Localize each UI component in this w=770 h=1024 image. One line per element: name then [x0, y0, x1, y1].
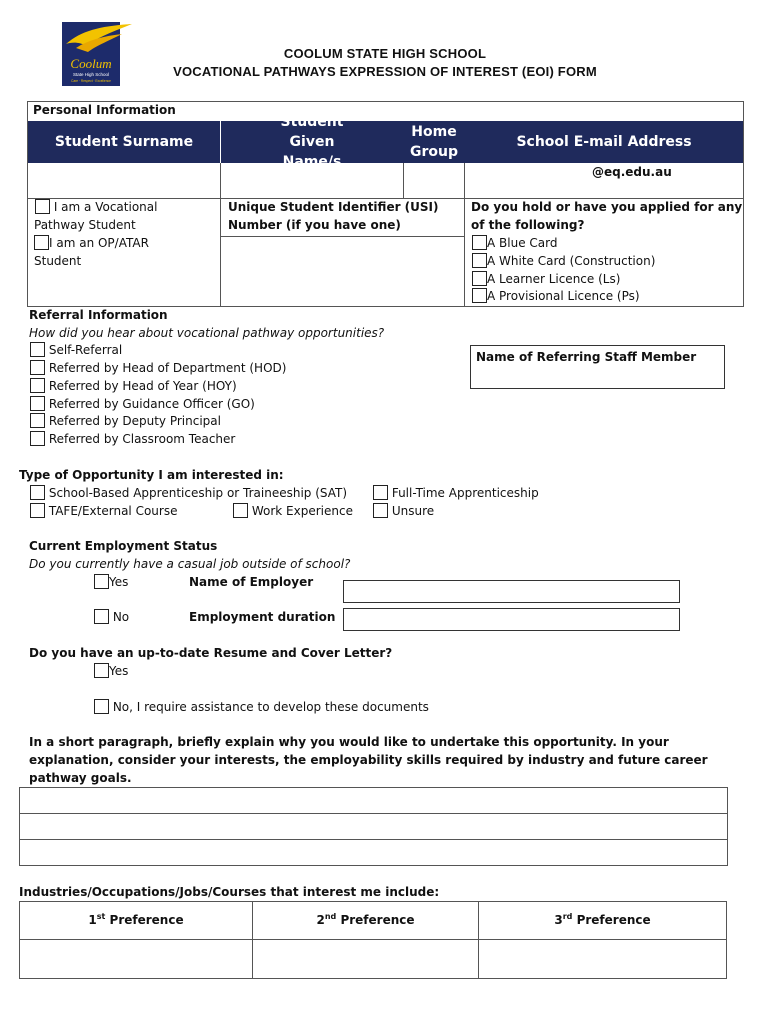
resume-yes-option[interactable]: Yes — [94, 663, 128, 680]
checkbox[interactable] — [30, 378, 45, 393]
pref1-header: 1st Preference — [88, 912, 184, 927]
referral-option-go[interactable]: Referred by Guidance Officer (GO) — [30, 396, 255, 413]
checkbox[interactable] — [30, 396, 45, 411]
cards-question-cont: of the following? — [471, 218, 585, 232]
checkbox[interactable] — [30, 431, 45, 446]
paragraph-prompt-line3: pathway goals. — [29, 771, 132, 785]
pref2-header: 2nd Preference — [316, 912, 415, 927]
referral-option-hoy[interactable]: Referred by Head of Year (HOY) — [30, 378, 237, 395]
header-email: School E-mail Address — [516, 134, 692, 150]
employment-no-option[interactable]: No — [94, 609, 129, 626]
op-atar-label-cont: Student — [34, 254, 82, 268]
opportunity-unsure[interactable]: Unsure — [373, 503, 434, 520]
checkbox[interactable] — [30, 360, 45, 375]
referral-option-teacher[interactable]: Referred by Classroom Teacher — [30, 431, 235, 448]
industries-title: Industries/Occupations/Jobs/Courses that interest me include: — [19, 885, 440, 899]
form-title: VOCATIONAL PATHWAYS EXPRESSION OF INTEREST (EOI) FORM — [173, 64, 597, 79]
surname-input[interactable] — [29, 164, 219, 197]
employment-question: Do you currently have a casual job outside of school? — [29, 557, 351, 571]
usi-label-cont: Number (if you have one) — [228, 218, 401, 232]
learner-licence-option[interactable]: A Learner Licence (Ls) — [472, 271, 620, 288]
pref1-input[interactable] — [21, 941, 251, 977]
referring-staff-input[interactable] — [470, 345, 725, 389]
employment-duration-label: Employment duration — [189, 610, 336, 624]
referral-option-self[interactable]: Self-Referral — [30, 342, 122, 359]
cards-question: Do you hold or have you applied for any — [471, 200, 743, 214]
checkbox[interactable] — [30, 503, 45, 518]
home-group-input[interactable] — [405, 164, 463, 197]
logo-wordmark: Coolum — [70, 56, 112, 71]
checkbox[interactable] — [30, 413, 45, 428]
paragraph-textarea[interactable] — [19, 787, 728, 866]
email-domain-suffix: @eq.edu.au — [592, 165, 672, 179]
referral-option-hod[interactable]: Referred by Head of Department (HOD) — [30, 360, 286, 377]
usi-input[interactable] — [222, 238, 463, 305]
personal-info-label: Personal Information — [33, 103, 176, 117]
referring-staff-label: Name of Referring Staff Member — [476, 350, 697, 364]
employer-label: Name of Employer — [189, 575, 314, 589]
checkbox[interactable] — [94, 609, 109, 624]
paragraph-prompt-line2: explanation, consider your interests, the employability skills required by industry and future career — [29, 753, 708, 767]
vocational-student-label-cont: Pathway Student — [34, 218, 136, 232]
checkbox[interactable] — [233, 503, 248, 518]
header-student-surname: Student Surname — [54, 134, 194, 150]
opportunity-title: Type of Opportunity I am interested in: — [19, 468, 284, 482]
white-card-option[interactable]: A White Card (Construction) — [472, 253, 655, 270]
vocational-student-option[interactable]: I am a Vocational — [35, 199, 157, 216]
usi-label: Unique Student Identifier (USI) — [228, 200, 439, 214]
given-names-input[interactable] — [222, 164, 402, 197]
learner-licence-checkbox[interactable] — [472, 271, 487, 286]
checkbox[interactable] — [94, 574, 109, 589]
logo-motto: Care · Respect · Excellence — [71, 79, 111, 83]
checkbox[interactable] — [373, 485, 388, 500]
checkbox[interactable] — [94, 699, 109, 714]
pref3-header: 3rd Preference — [554, 912, 651, 927]
referral-title: Referral Information — [29, 308, 168, 322]
pref3-input[interactable] — [480, 941, 725, 977]
logo-subtext: State High School — [72, 72, 110, 77]
checkbox[interactable] — [30, 342, 45, 357]
employer-input[interactable] — [343, 580, 680, 603]
vocational-student-checkbox[interactable] — [35, 199, 50, 214]
header-given-names: Student Given Name/s — [280, 114, 344, 170]
checkbox[interactable] — [30, 485, 45, 500]
pref2-input[interactable] — [254, 941, 477, 977]
paragraph-prompt-line1: In a short paragraph, briefly explain why you would like to undertake this opportunity. In your — [29, 735, 669, 749]
opportunity-fulltime[interactable]: Full-Time Apprenticeship — [373, 485, 539, 502]
provisional-licence-option[interactable]: A Provisional Licence (Ps) — [472, 288, 640, 305]
white-card-checkbox[interactable] — [472, 253, 487, 268]
school-name-heading: COOLUM STATE HIGH SCHOOL — [283, 46, 487, 61]
employment-yes-option[interactable]: Yes — [94, 574, 128, 591]
opportunity-sat[interactable]: School-Based Apprenticeship or Traineeship (SAT) — [30, 485, 347, 502]
employment-duration-input[interactable] — [343, 608, 680, 631]
employment-title: Current Employment Status — [29, 539, 218, 553]
resume-question: Do you have an up-to-date Resume and Cover Letter? — [29, 646, 393, 660]
blue-card-option[interactable]: A Blue Card — [472, 235, 557, 252]
header-home-group: Home Group — [409, 124, 458, 160]
opportunity-work-experience[interactable]: Work Experience — [233, 503, 353, 520]
provisional-licence-checkbox[interactable] — [472, 288, 487, 303]
blue-card-checkbox[interactable] — [472, 235, 487, 250]
op-atar-checkbox[interactable] — [34, 235, 49, 250]
opportunity-tafe[interactable]: TAFE/External Course — [30, 503, 177, 520]
checkbox[interactable] — [373, 503, 388, 518]
checkbox[interactable] — [94, 663, 109, 678]
op-atar-student-option[interactable]: I am an OP/ATAR — [34, 235, 149, 252]
referral-question: How did you hear about vocational pathway opportunities? — [29, 326, 385, 340]
referral-option-deputy[interactable]: Referred by Deputy Principal — [30, 413, 221, 430]
resume-no-option[interactable]: No, I require assistance to develop these documents — [94, 699, 429, 716]
